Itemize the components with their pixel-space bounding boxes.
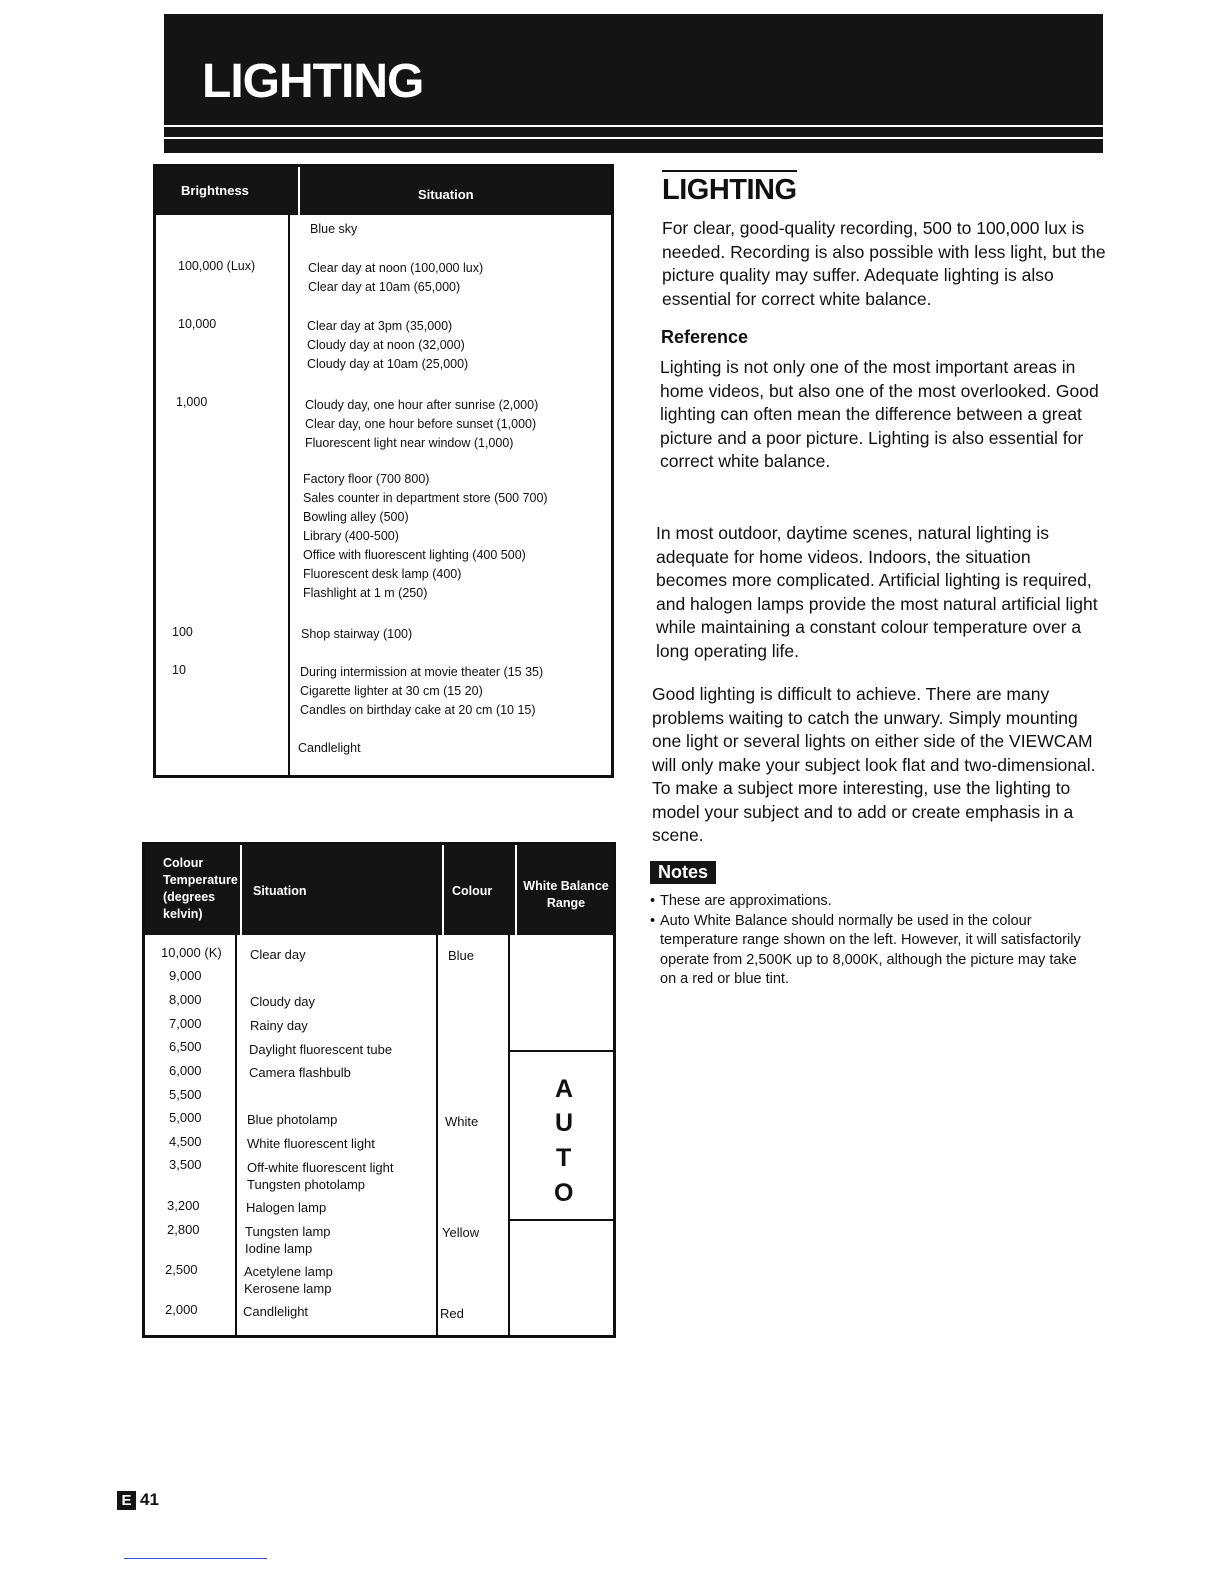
header-line: White Balance: [523, 879, 609, 893]
situation-line: Tungsten photolamp: [247, 1177, 366, 1192]
situation-line: Daylight fluorescent tube: [249, 1042, 393, 1057]
situation-item: Clear day at 10am (65,000): [308, 280, 461, 294]
situation-item: Bowling alley (500): [303, 510, 409, 524]
kelvin-value: 5,500: [169, 1087, 202, 1102]
footer-line: [124, 1558, 267, 1559]
colour-situation: [247, 1159, 393, 1193]
colour-situation: [246, 1199, 326, 1216]
note-item: • Auto White Balance should normally be used in the colour temperature range shown on the left. However, it will satisfactorily operate from 2,500K up to 8,000K, although the picture may take on a red or blue tint.: [650, 912, 1090, 990]
situation-item: Shop stairway (100): [301, 627, 413, 641]
good-lighting-paragraph: Good lighting is difficult to achieve. There are many problems waiting to catch the unwary. Simply mounting one light or several lights on either side of the VIEWCAM will only make your subject look flat and two-dimensional. To make a subject more interesting, use the lighting to model your subject and to add or create emphasis in a scene.: [652, 684, 1096, 845]
colour-situation: [247, 1111, 337, 1128]
notes-list: [650, 892, 1090, 990]
lux-label: 10: [172, 663, 186, 677]
header-separator: [298, 167, 300, 215]
situation-group: [308, 259, 483, 297]
colour-situation: [250, 1017, 308, 1034]
auto-letter: U: [555, 1109, 574, 1137]
situation-item: Candles on birthday cake at 20 cm (10 15): [300, 703, 536, 717]
situation-item: Office with fluorescent lighting (400 500): [303, 548, 526, 562]
colour-situation: [249, 1064, 351, 1081]
white-balance-column-header: [523, 878, 609, 912]
situation-item: Sales counter in department store (500 700): [303, 491, 548, 505]
kelvin-value: 3,200: [167, 1198, 200, 1213]
section-title: LIGHTING: [662, 170, 797, 207]
colour-value: Blue: [448, 948, 475, 963]
situation-group: [298, 739, 361, 758]
situation-item: Blue sky: [310, 222, 358, 236]
auto-letter: O: [554, 1179, 574, 1207]
header-line: Range: [546, 896, 586, 910]
kelvin-value: 7,000: [169, 1016, 202, 1031]
page-title: LIGHTING: [202, 55, 424, 108]
auto-range-bottom-line: [510, 1219, 613, 1221]
situation-item: Cloudy day at 10am (25,000): [307, 357, 469, 371]
situation-line: Tungsten lamp: [245, 1224, 331, 1239]
colour-situation: [250, 993, 315, 1010]
situation-line: Acetylene lamp: [244, 1264, 333, 1279]
kelvin-value: 6,500: [169, 1039, 202, 1054]
page-number: [117, 1490, 159, 1510]
column-divider: [508, 935, 510, 1335]
colour-column-header: Colour: [452, 884, 493, 898]
situation-line: White fluorescent light: [247, 1136, 375, 1151]
kelvin-value: 5,000: [169, 1110, 202, 1125]
intro-paragraph: For clear, good-quality recording, 500 to 100,000 lux is needed. Recording is also possible with less light, but the picture quality may suffer. Adequate lighting is also essential for correct white balance.: [662, 218, 1106, 309]
situation-group: [305, 396, 538, 453]
header-line: Colour: [163, 856, 204, 870]
situation-line: Candlelight: [243, 1304, 309, 1319]
column-divider: [288, 215, 290, 775]
notes-label: Notes: [650, 861, 716, 884]
situation-item: Factory floor (700 800): [303, 472, 430, 486]
situation-group: [300, 663, 543, 720]
situation-group: [301, 625, 412, 644]
lux-label: 100,000 (Lux): [178, 259, 256, 273]
column-divider: [436, 935, 438, 1335]
kelvin-value: 9,000: [169, 968, 202, 983]
situation-line: Off-white fluorescent light: [247, 1160, 394, 1175]
colour-temperature-table: [142, 842, 616, 1338]
header-line: (degrees: [163, 890, 216, 904]
situation-item: Cloudy day at noon (32,000): [307, 338, 465, 352]
colour-situation: [247, 1135, 375, 1152]
kelvin-value: 3,500: [169, 1157, 202, 1172]
kelvin-value: 2,500: [165, 1262, 198, 1277]
lux-label: 1,000: [176, 395, 208, 409]
situation-item: During intermission at movie theater (15 35): [300, 665, 544, 679]
kelvin-value: 4,500: [169, 1134, 202, 1149]
kelvin-value: 2,000: [165, 1302, 198, 1317]
kelvin-value: 10,000 (K): [161, 945, 222, 960]
situation-line: Cloudy day: [250, 994, 316, 1009]
lux-label: 10,000: [178, 317, 217, 331]
situation-item: Flashlight at 1 m (250): [303, 586, 428, 600]
situation-item: Cloudy day, one hour after sunrise (2,000): [305, 398, 539, 412]
auto-range-top-line: [510, 1050, 613, 1052]
colour-situation: [249, 1041, 392, 1058]
colour-situation: [243, 1303, 308, 1320]
note-item: • These are approximations.: [650, 892, 1090, 912]
colour-situation: [244, 1263, 333, 1297]
outdoor-paragraph: In most outdoor, daytime scenes, natural lighting is adequate for home videos. Indoors, the situation becomes more complicated. Artificial lighting is required, and halogen lamps provide the most natural artificial light while maintaining a constant colour temperature over a long operating life.: [656, 523, 1098, 661]
situation-item: Library (400-500): [303, 529, 399, 543]
situation-line: Clear day: [250, 947, 306, 962]
kelvin-value: 8,000: [169, 992, 202, 1007]
situation-line: Halogen lamp: [246, 1200, 327, 1215]
situation-item: Clear day at noon (100,000 lux): [308, 261, 484, 275]
situation-item: Clear day at 3pm (35,000): [307, 319, 453, 333]
colour-situation: [250, 946, 306, 963]
situation-item: Fluorescent desk lamp (400): [303, 567, 462, 581]
situation-column-header: Situation: [418, 187, 474, 202]
colour-table-header: [145, 845, 613, 935]
header-line: Temperature: [163, 873, 238, 887]
colour-value: White: [445, 1114, 479, 1129]
page-number-text: 41: [140, 1490, 159, 1509]
header-separator: [240, 845, 242, 935]
header-separator: [515, 845, 517, 935]
temperature-column-header: [163, 855, 238, 923]
situation-line: Kerosene lamp: [244, 1281, 332, 1296]
colour-situation: [245, 1223, 331, 1257]
kelvin-value: 6,000: [169, 1063, 202, 1078]
kelvin-value: 2,800: [167, 1222, 200, 1237]
situation-line: Rainy day: [250, 1018, 308, 1033]
header-separator: [442, 845, 444, 935]
situation-group: [307, 317, 468, 374]
column-divider: [235, 935, 237, 1335]
auto-letter: A: [555, 1075, 574, 1103]
colour-value: Yellow: [442, 1225, 480, 1240]
brightness-column-header: Brightness: [181, 183, 249, 198]
situation-line: Camera flashbulb: [249, 1065, 351, 1080]
reference-heading: Reference: [661, 327, 749, 347]
situation-group: [303, 470, 548, 603]
situation-group: [310, 220, 357, 239]
colour-value: Red: [440, 1306, 464, 1321]
auto-letter: T: [556, 1144, 572, 1172]
header-rule: [164, 127, 1103, 153]
situation-item: Clear day, one hour before sunset (1,000): [305, 417, 537, 431]
reference-paragraph: Lighting is not only one of the most important areas in home videos, but also one of the most overlooked. Good lighting can often mean the difference between a great picture and a poor picture. Lighting is also essential for correct white balance.: [660, 357, 1099, 471]
situation-item: Candlelight: [298, 741, 361, 755]
situation-item: Fluorescent light near window (1,000): [305, 436, 514, 450]
brightness-table: [153, 164, 614, 778]
situation-line: Iodine lamp: [245, 1241, 313, 1256]
situation-line: Blue photolamp: [247, 1112, 338, 1127]
brightness-table-header: [156, 167, 611, 215]
situation-column-header: Situation: [253, 884, 307, 898]
header-bar: [164, 14, 1103, 125]
situation-item: Cigarette lighter at 30 cm (15 20): [300, 684, 483, 698]
header-line: kelvin): [163, 907, 203, 921]
language-badge: E: [117, 1491, 136, 1510]
lux-label: 100: [172, 625, 193, 639]
